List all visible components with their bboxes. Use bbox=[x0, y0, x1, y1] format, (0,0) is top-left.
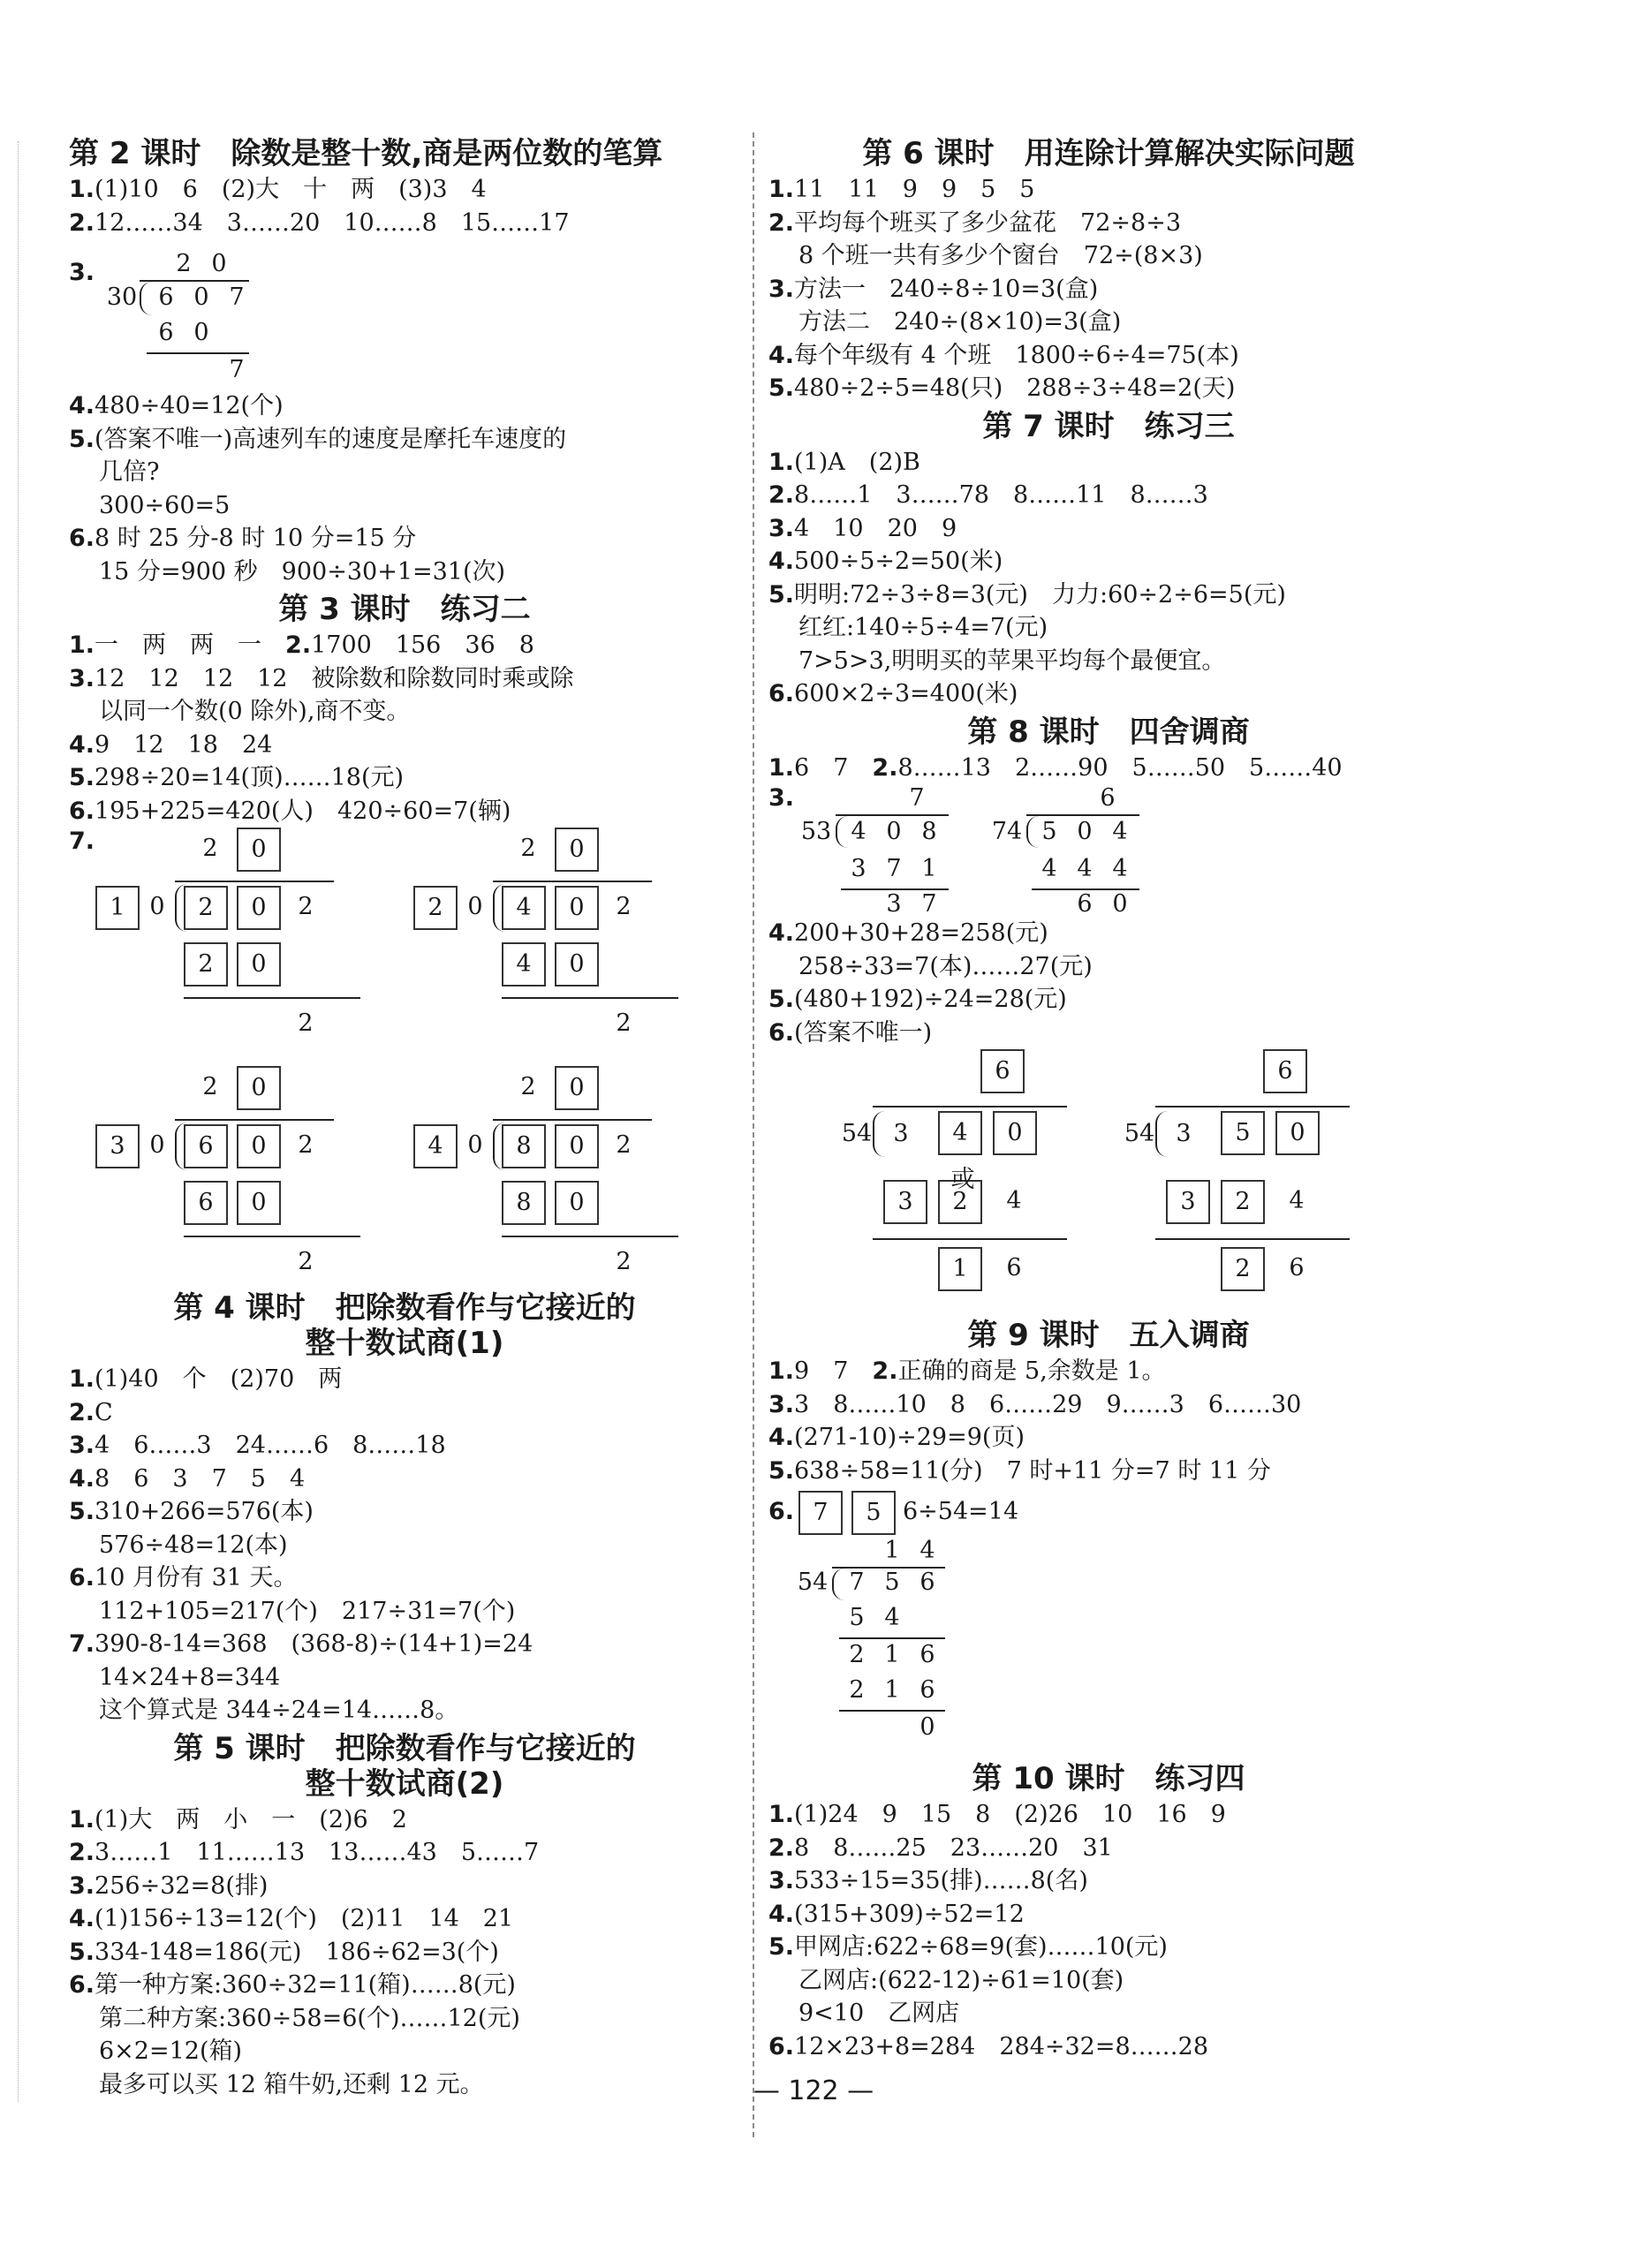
dividend-digit: 0 bbox=[1077, 818, 1093, 845]
product-digit: 4 bbox=[1006, 1187, 1022, 1214]
box-division-pair bbox=[768, 1049, 1449, 1314]
answer-line: 方法二 240÷(8×10)=3(盒) bbox=[798, 308, 1122, 336]
 bbox=[836, 814, 949, 816]
product-digit: 6 bbox=[919, 1676, 935, 1704]
remainder-digit: 6 bbox=[1077, 890, 1093, 918]
answer-line: 6.第一种方案:360÷32=11(箱)……8(元) bbox=[69, 1971, 516, 1999]
answer-line: 112+105=217(个) 217÷31=7(个) bbox=[99, 1597, 516, 1625]
 bbox=[873, 1238, 1067, 1240]
answer-line: 5.298÷20=14(顶)……18(元) bbox=[69, 764, 405, 791]
box-equation: 6. 7 5 6÷54=14 bbox=[768, 1487, 1449, 1537]
section-title-lesson-9: 第 9 课时 五入调商 bbox=[967, 1318, 1250, 1353]
answer-line: 4.每个年级有 4 个班 1800÷6÷4=75(本) bbox=[768, 341, 1239, 369]
product-digit: 1 bbox=[884, 1676, 900, 1704]
page-number: — 122 — bbox=[753, 2075, 874, 2106]
answer-box: 0 bbox=[237, 828, 281, 872]
box-division-grid: 7. 2 0 1 0 2 0 2 2 0 2 2 0 2 0 4 0 2 4 0 2 2 0 3 0 6 0 2 6 0 2 2 0 4 0 8 0 2 8 0 2 bbox=[69, 828, 740, 1287]
dividend-digit: 4 bbox=[1112, 818, 1128, 845]
answer-line: 5.310+266=576(本) bbox=[69, 1498, 314, 1525]
answer-line: 300÷60=5 bbox=[99, 491, 231, 519]
 bbox=[1026, 814, 1139, 816]
answer-box: 3 bbox=[1166, 1180, 1210, 1224]
section-title-lesson-4: 第 4 课时 把除数看作与它接近的 整十数试商(1) bbox=[173, 1290, 636, 1361]
remainder-digit: 2 bbox=[616, 1248, 632, 1275]
section-title-lesson-6: 第 6 课时 用连除计算解决实际问题 bbox=[862, 136, 1355, 171]
answer-box: 5 bbox=[1221, 1111, 1265, 1155]
divisor-digit: 0 bbox=[467, 893, 483, 920]
divisor-digit: 0 bbox=[149, 893, 165, 920]
 bbox=[1155, 1238, 1350, 1240]
answer-line: 3.4 6……3 24……6 8……18 bbox=[69, 1432, 446, 1459]
partial-digit: 1 bbox=[884, 1641, 900, 1668]
dividend-digit: 5 bbox=[1041, 818, 1057, 845]
product-digit: 1 bbox=[921, 855, 937, 882]
answer-line: 1.(1)A (2)B bbox=[768, 448, 920, 476]
 bbox=[873, 1106, 1067, 1108]
answer-line: 4.8 6 3 7 5 4 bbox=[69, 1464, 306, 1493]
answer-line: 几倍? bbox=[99, 458, 160, 486]
quotient-digit: 1 bbox=[884, 1537, 900, 1564]
answer-line: 7.390-8-14=368 (368-8)÷(14+1)=24 bbox=[69, 1630, 534, 1658]
answer-box: 0 bbox=[237, 1124, 281, 1168]
answer-line: 3.533÷15=35(排)……8(名) bbox=[768, 1867, 1088, 1894]
quotient-digit: 7 bbox=[909, 784, 925, 812]
remainder-digit: 6 bbox=[1006, 1254, 1022, 1281]
divisor: 54 bbox=[841, 1120, 873, 1147]
answer-box: 1 bbox=[938, 1247, 982, 1291]
column-divider bbox=[753, 132, 754, 2137]
product-digit: 4 bbox=[1112, 855, 1128, 882]
answer-box: 0 bbox=[237, 1181, 281, 1225]
answer-box: 8 bbox=[502, 1181, 546, 1225]
answer-box: 6 bbox=[980, 1049, 1025, 1093]
answer-line: 2.3……1 11……13 13……43 5……7 bbox=[69, 1839, 540, 1866]
section-title-lesson-8: 第 8 课时 四舍调商 bbox=[967, 714, 1250, 750]
answer-box: 6 bbox=[1263, 1049, 1307, 1093]
 bbox=[1155, 1106, 1350, 1108]
answer-box: 0 bbox=[555, 1066, 599, 1110]
partial-digit: 6 bbox=[919, 1641, 935, 1668]
product-digit: 7 bbox=[886, 855, 902, 882]
answer-line: 2.C bbox=[69, 1398, 113, 1426]
dividend-digit: 6 bbox=[919, 1569, 935, 1596]
quotient-digit: 2 bbox=[520, 835, 536, 862]
answer-line: 2.8……1 3……78 8……11 8……3 bbox=[768, 481, 1208, 509]
 bbox=[175, 1119, 334, 1121]
dividend-digit: 3 bbox=[893, 1120, 909, 1147]
answer-line: 6.(答案不唯一) bbox=[768, 1018, 933, 1047]
 bbox=[839, 1637, 945, 1639]
answer-line: 4.500÷5÷2=50(米) bbox=[768, 548, 1003, 575]
product-digit: 4 bbox=[1041, 855, 1057, 882]
answer-line: 1.(1)10 6 (2)大 十 两 (3)3 4 bbox=[69, 176, 487, 203]
answer-line: 5.638÷58=11(分) 7 时+11 分=7 时 11 分 bbox=[768, 1456, 1271, 1485]
dividend-digit: 3 bbox=[1176, 1120, 1192, 1147]
 bbox=[175, 881, 334, 882]
answer-box: 4 bbox=[938, 1111, 982, 1155]
divisor-digit: 0 bbox=[467, 1131, 483, 1159]
answer-box: 0 bbox=[237, 1066, 281, 1110]
answer-line: 2.平均每个班买了多少盆花 72÷8÷3 bbox=[768, 208, 1182, 237]
answer-line: 以同一个数(0 除外),商不变。 bbox=[99, 698, 411, 725]
product-digit: 5 bbox=[849, 1604, 865, 1631]
answer-box: 0 bbox=[1275, 1111, 1320, 1155]
 bbox=[184, 997, 360, 999]
answer-box: 0 bbox=[555, 1124, 599, 1168]
remainder-digit: 2 bbox=[298, 1248, 314, 1275]
section-title-lesson-7: 第 7 课时 练习三 bbox=[982, 408, 1235, 444]
dividend-digit: 7 bbox=[849, 1569, 865, 1596]
answer-line: 5.480÷2÷5=48(只) 288÷3÷48=2(天) bbox=[768, 374, 1236, 402]
 bbox=[502, 1236, 678, 1237]
answer-line: 5.(480+192)÷24=28(元) bbox=[768, 986, 1067, 1013]
answer-box: 2 bbox=[1221, 1247, 1265, 1291]
dividend-digit: 0 bbox=[886, 818, 902, 845]
answer-line: 1.9 7 2.正确的商是 5,余数是 1。 bbox=[768, 1357, 1166, 1385]
answer-line: 14×24+8=344 bbox=[99, 1663, 281, 1691]
section-title-lesson-3: 第 3 课时 练习二 bbox=[278, 592, 531, 627]
answer-box: 0 bbox=[555, 1181, 599, 1225]
 bbox=[493, 1119, 652, 1121]
margin-line bbox=[18, 141, 19, 2102]
product-digit: 4 bbox=[1289, 1187, 1305, 1214]
answer-line: 576÷48=12(本) bbox=[99, 1531, 288, 1559]
answer-line: 红红:140÷5÷4=7(元) bbox=[798, 614, 1048, 641]
divisor-digit: 0 bbox=[149, 1131, 165, 1159]
 bbox=[184, 1236, 360, 1237]
answer-line: 最多可以买 12 箱牛奶,还剩 12 元。 bbox=[99, 2070, 484, 2098]
answer-box: 0 bbox=[993, 1111, 1037, 1155]
dividend-digit: 2 bbox=[298, 1131, 314, 1159]
remainder-digit: 0 bbox=[1112, 890, 1128, 918]
answer-line: 5.(答案不唯一)高速列车的速度是摩托车速度的 bbox=[69, 425, 567, 453]
 bbox=[839, 1710, 945, 1712]
 bbox=[493, 881, 652, 882]
answer-line: 5.明明:72÷3÷8=3(元) 力力:60÷2÷6=5(元) bbox=[768, 580, 1286, 609]
answer-line: 4.(315+309)÷52=12 bbox=[768, 1900, 1025, 1928]
answer-line: 3.256÷32=8(排) bbox=[69, 1871, 269, 1900]
remainder-digit: 0 bbox=[919, 1713, 935, 1741]
answer-line: 6×2=12(箱) bbox=[99, 2037, 243, 2065]
answer-line: 3.12 12 12 12 被除数和除数同时乘或除 bbox=[69, 664, 574, 692]
product-digit: 2 bbox=[849, 1676, 865, 1704]
answer-box: 2 bbox=[184, 886, 228, 930]
answer-line: 1.11 11 9 9 5 5 bbox=[768, 176, 1035, 203]
or-label: 或 bbox=[950, 1166, 975, 1193]
section-title-lesson-5: 第 5 课时 把除数看作与它接近的 整十数试商(2) bbox=[173, 1730, 636, 1802]
answer-box: 2 bbox=[184, 942, 228, 987]
answer-line: 6.12×23+8=284 284÷32=8……28 bbox=[768, 2032, 1209, 2060]
answer-line: 这个算式是 344÷24=14……8。 bbox=[99, 1697, 459, 1724]
answer-line: 1.(1)24 9 15 8 (2)26 10 16 9 bbox=[768, 1801, 1226, 1828]
long-division: 3. 2 0 30 6 0 7 6 0 7 bbox=[69, 239, 740, 389]
answer-box: 0 bbox=[555, 828, 599, 872]
answer-line: 15 分=900 秒 900÷30+1=31(次) bbox=[99, 557, 506, 586]
answer-line: 2.8 8……25 23……20 31 bbox=[768, 1833, 1113, 1862]
answer-line: 2.12……34 3……20 10……8 15……17 bbox=[69, 208, 570, 237]
divisor: 54 bbox=[1124, 1120, 1155, 1147]
long-division-pair: 3. 7 53 4 0 8 3 7 1 3 7 6 74 5 0 4 4 4 4 6 0 bbox=[768, 784, 1449, 917]
answer-line: 5.甲网店:622÷68=9(套)……10(元) bbox=[768, 1933, 1168, 1961]
answer-line: 6.8 时 25 分-8 时 10 分=15 分 bbox=[69, 525, 417, 552]
answer-line: 9<10 乙网店 bbox=[798, 2000, 960, 2027]
dividend-digit: 5 bbox=[884, 1569, 900, 1596]
answer-line: 258÷33=7(本)……27(元) bbox=[798, 952, 1093, 980]
dividend-digit: 2 bbox=[298, 893, 314, 920]
dividend-digit: 2 bbox=[616, 1131, 632, 1159]
answer-line: 4.(1)156÷13=12(个) (2)11 14 21 bbox=[69, 1905, 514, 1932]
remainder-digit: 2 bbox=[298, 1009, 314, 1037]
partial-digit: 2 bbox=[849, 1641, 865, 1668]
product-digit: 4 bbox=[1077, 855, 1093, 882]
divisor: 74 bbox=[991, 818, 1023, 845]
divisor: 53 bbox=[800, 818, 832, 845]
answer-box: 4 bbox=[413, 1124, 458, 1168]
answer-box: 2 bbox=[413, 886, 458, 930]
long-division bbox=[768, 1537, 1449, 1758]
answer-box: 0 bbox=[555, 942, 599, 987]
divisor: 54 bbox=[797, 1569, 829, 1596]
left-column bbox=[69, 132, 740, 2101]
quotient-digit: 6 bbox=[1100, 784, 1116, 812]
answer-line: 8 个班一共有多少个窗台 72÷(8×3) bbox=[798, 242, 1203, 269]
answer-box: 6 bbox=[184, 1181, 228, 1225]
answer-box: 0 bbox=[555, 886, 599, 930]
remainder-digit: 6 bbox=[1289, 1254, 1305, 1281]
remainder-digit: 3 bbox=[886, 890, 902, 918]
answer-box: 1 bbox=[95, 886, 140, 930]
answer-line: 4.(271-10)÷29=9(页) bbox=[768, 1424, 1025, 1451]
answer-line: 6.600×2÷3=400(米) bbox=[768, 680, 1018, 707]
answer-line: 1.一 两 两 一 2.1700 156 36 8 bbox=[69, 631, 534, 659]
answer-line: 6.195+225=420(人) 420÷60=7(辆) bbox=[69, 797, 511, 825]
answer-box: 8 bbox=[502, 1124, 546, 1168]
answer-line: 3.4 10 20 9 bbox=[768, 514, 957, 542]
answer-line: 3.方法一 240÷8÷10=3(盒) bbox=[768, 275, 1099, 303]
 bbox=[502, 997, 678, 999]
dividend-digit: 2 bbox=[616, 893, 632, 920]
answer-box: 4 bbox=[502, 942, 546, 987]
answer-box: 6 bbox=[184, 1124, 228, 1168]
answer-line: 1.(1)大 两 小 一 (2)6 2 bbox=[69, 1805, 407, 1833]
answer-box: 2 bbox=[938, 1180, 982, 1224]
answer-box: 4 bbox=[502, 886, 546, 930]
answer-box: 7 bbox=[798, 1491, 843, 1535]
quotient-digit: 2 bbox=[202, 1073, 218, 1100]
answer-line: 1.(1)40 个 (2)70 两 bbox=[69, 1365, 343, 1393]
right-column bbox=[768, 132, 1449, 2063]
answer-line: 第二种方案:360÷58=6(个)……12(元) bbox=[99, 2004, 520, 2032]
remainder-digit: 2 bbox=[616, 1009, 632, 1037]
product-digit: 4 bbox=[884, 1604, 900, 1631]
remainder-digit: 7 bbox=[921, 890, 937, 918]
quotient-digit: 4 bbox=[919, 1537, 935, 1564]
section-title-lesson-2: 第 2 课时 除数是整十数,商是两位数的笔算 bbox=[69, 136, 663, 171]
answer-line: 4.200+30+28=258(元) bbox=[768, 919, 1048, 947]
answer-line: 1.6 7 2.8……13 2……90 5……50 5……40 bbox=[768, 753, 1343, 782]
quotient-digit: 2 bbox=[520, 1073, 536, 1100]
quotient-digit: 2 bbox=[202, 835, 218, 862]
answer-box: 5 bbox=[851, 1491, 896, 1535]
answer-line: 3.3 8……10 8 6……29 9……3 6……30 bbox=[768, 1390, 1302, 1418]
answer-line: 6.10 月份有 31 天。 bbox=[69, 1564, 298, 1591]
section-title-lesson-10: 第 10 课时 练习四 bbox=[972, 1761, 1245, 1796]
answer-box: 0 bbox=[237, 886, 281, 930]
answer-line: 7>5>3,明明买的苹果平均每个最便宜。 bbox=[798, 646, 1226, 675]
dividend-digit: 8 bbox=[921, 818, 937, 845]
answer-box: 3 bbox=[883, 1180, 927, 1224]
answer-box: 0 bbox=[237, 942, 281, 987]
answer-line: 5.334-148=186(元) 186÷62=3(个) bbox=[69, 1938, 499, 1966]
dividend-digit: 4 bbox=[851, 818, 866, 845]
answer-box: 2 bbox=[1221, 1180, 1265, 1224]
answer-line: 4.9 12 18 24 bbox=[69, 730, 273, 759]
answer-box: 3 bbox=[95, 1124, 140, 1168]
answer-line: 乙网店:(622-12)÷61=10(套) bbox=[798, 1966, 1124, 1994]
answer-line: 4.480÷40=12(个) bbox=[69, 392, 284, 420]
product-digit: 3 bbox=[851, 855, 866, 882]
